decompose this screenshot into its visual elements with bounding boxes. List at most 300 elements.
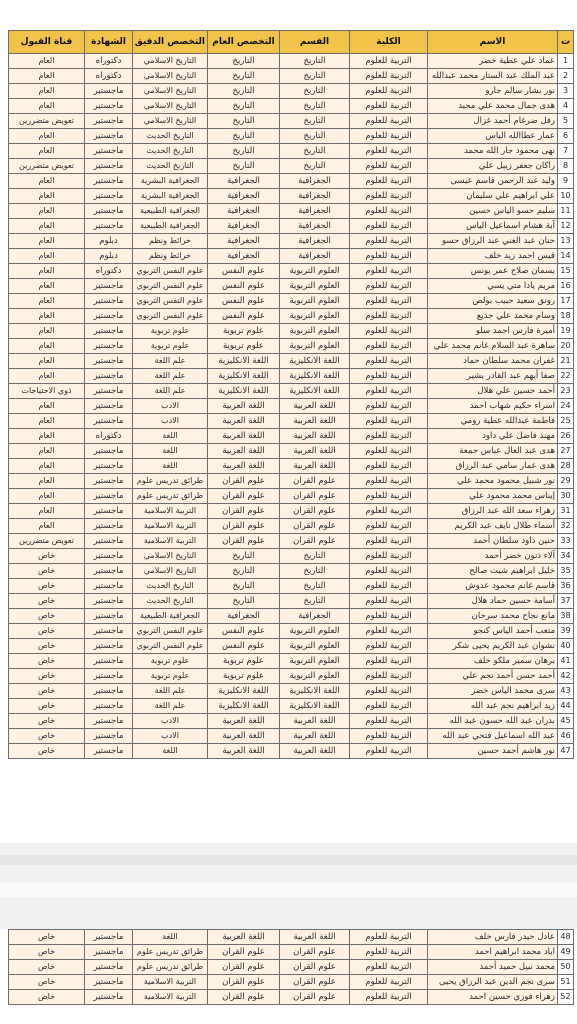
admissions-table <box>8 30 574 759</box>
cell-number: 47 <box>558 744 574 759</box>
cell-college: التربية للعلوم <box>350 459 428 474</box>
cell-college: التربية للعلوم <box>350 990 428 1005</box>
cell-general-specialization: اللغة العربية <box>208 414 280 429</box>
cell-number: 11 <box>558 204 574 219</box>
cell-name: زيد ابراهيم نجم عبد الله <box>428 699 558 714</box>
cell-name: قيس احمد زيد خلف <box>428 249 558 264</box>
cell-general-specialization: علوم النفس <box>208 294 280 309</box>
cell-degree: ماجستير <box>85 519 133 534</box>
cell-department: اللغة الانكليزية <box>280 699 350 714</box>
cell-department: اللغة العربية <box>280 714 350 729</box>
cell-admission-channel: العام <box>9 279 85 294</box>
cell-precise-specialization: الادب <box>133 414 208 429</box>
cell-college: التربية للعلوم <box>350 204 428 219</box>
cell-admission-channel: خاص <box>9 549 85 564</box>
cell-department: اللغة الانكليزية <box>280 684 350 699</box>
cell-name: متعب أحمد الياس كنجو <box>428 624 558 639</box>
cell-college: التربية للعلوم <box>350 975 428 990</box>
cell-degree: ماجستير <box>85 414 133 429</box>
cell-general-specialization: اللغة العربية <box>208 399 280 414</box>
cell-general-specialization: الجغرافية <box>208 249 280 264</box>
cell-general-specialization: الجغرافية <box>208 219 280 234</box>
cell-college: التربية للعلوم <box>350 579 428 594</box>
cell-name: برهان سمير ملكو خلف <box>428 654 558 669</box>
cell-college: التربية للعلوم <box>350 960 428 975</box>
cell-name: أميرة فارس احمد سلو <box>428 324 558 339</box>
cell-degree: ماجستير <box>85 99 133 114</box>
cell-general-specialization: التاريخ <box>208 114 280 129</box>
cell-number: 33 <box>558 534 574 549</box>
cell-college: التربية للعلوم <box>350 339 428 354</box>
table-row <box>9 54 574 69</box>
table-row <box>9 69 574 84</box>
cell-degree: ماجستير <box>85 930 133 945</box>
cell-precise-specialization: علوم النفس التربوي <box>133 294 208 309</box>
cell-college: التربية للعلوم <box>350 564 428 579</box>
cell-general-specialization: الجغرافية <box>208 234 280 249</box>
cell-name: عبد الله اسماعيل فتحي عبد الله <box>428 729 558 744</box>
cell-general-specialization: علوم النفس <box>208 309 280 324</box>
cell-precise-specialization: التاريخ الحديث <box>133 594 208 609</box>
table-row <box>9 354 574 369</box>
cell-admission-channel: العام <box>9 54 85 69</box>
table-row <box>9 309 574 324</box>
cell-college: التربية للعلوم <box>350 159 428 174</box>
table-row <box>9 474 574 489</box>
cell-degree: دكتوراه <box>85 69 133 84</box>
cell-admission-channel: خاص <box>9 744 85 759</box>
cell-admission-channel: العام <box>9 444 85 459</box>
cell-degree: ماجستير <box>85 489 133 504</box>
cell-number: 39 <box>558 624 574 639</box>
table-row <box>9 369 574 384</box>
cell-number: 46 <box>558 729 574 744</box>
table-row <box>9 84 574 99</box>
cell-college: التربية للعلوم <box>350 930 428 945</box>
cell-precise-specialization: الادب <box>133 714 208 729</box>
cell-admission-channel: تعويض متضررين <box>9 534 85 549</box>
cell-name: وليد عبد الرحمن قاسم عيسى <box>428 174 558 189</box>
cell-name: زهراء فوزي حسين احمد <box>428 990 558 1005</box>
admissions-table-continued <box>8 929 574 1005</box>
table-row <box>9 534 574 549</box>
cell-admission-channel: العام <box>9 369 85 384</box>
cell-admission-channel: خاص <box>9 594 85 609</box>
cell-name: سرى نجم الدين عبد الرزاق يحيى <box>428 975 558 990</box>
cell-name: أحمد حسين علي هلال <box>428 384 558 399</box>
page-separator <box>0 843 577 929</box>
cell-general-specialization: الجغرافية <box>208 609 280 624</box>
cell-precise-specialization: اللغة <box>133 930 208 945</box>
cell-precise-specialization: التربية الاسلامية <box>133 504 208 519</box>
cell-number: 40 <box>558 639 574 654</box>
cell-degree: ماجستير <box>85 444 133 459</box>
cell-admission-channel: العام <box>9 429 85 444</box>
cell-general-specialization: الجغرافية <box>208 174 280 189</box>
cell-college: التربية للعلوم <box>350 219 428 234</box>
cell-general-specialization: علوم القران <box>208 504 280 519</box>
cell-degree: ماجستير <box>85 129 133 144</box>
cell-general-specialization: التاريخ <box>208 54 280 69</box>
cell-number: 51 <box>558 975 574 990</box>
table-row <box>9 129 574 144</box>
table-row <box>9 549 574 564</box>
table-row <box>9 684 574 699</box>
cell-general-specialization: علوم النفس <box>208 639 280 654</box>
cell-department: التاريخ <box>280 69 350 84</box>
cell-general-specialization: اللغة الانكليزية <box>208 684 280 699</box>
cell-name: عبد الملك عبد الستار محمد عبدالله <box>428 69 558 84</box>
cell-college: التربية للعلوم <box>350 384 428 399</box>
cell-number: 52 <box>558 990 574 1005</box>
cell-number: 36 <box>558 579 574 594</box>
cell-admission-channel: خاص <box>9 945 85 960</box>
cell-admission-channel: خاص <box>9 564 85 579</box>
cell-precise-specialization: اللغة <box>133 444 208 459</box>
cell-degree: دكتوراه <box>85 429 133 444</box>
cell-admission-channel: العام <box>9 174 85 189</box>
cell-general-specialization: التاريخ <box>208 84 280 99</box>
table-row <box>9 504 574 519</box>
table-row <box>9 564 574 579</box>
cell-department: علوم القران <box>280 474 350 489</box>
cell-degree: ماجستير <box>85 669 133 684</box>
cell-admission-channel: خاص <box>9 609 85 624</box>
cell-precise-specialization: علم اللغة <box>133 684 208 699</box>
cell-number: 38 <box>558 609 574 624</box>
cell-admission-channel: العام <box>9 504 85 519</box>
cell-name: نهى محمود جار الله محمد <box>428 144 558 159</box>
cell-number: 42 <box>558 669 574 684</box>
cell-name: حنان عبد الغني عبد الرزاق حسو <box>428 234 558 249</box>
cell-admission-channel: خاص <box>9 669 85 684</box>
cell-department: علوم القران <box>280 960 350 975</box>
cell-degree: ماجستير <box>85 960 133 975</box>
cell-number: 14 <box>558 249 574 264</box>
cell-department: علوم القران <box>280 519 350 534</box>
cell-general-specialization: علوم تربوية <box>208 669 280 684</box>
cell-name: عماد علي عطية خضر <box>428 54 558 69</box>
cell-general-specialization: اللغة العربية <box>208 714 280 729</box>
cell-general-specialization: علوم القران <box>208 474 280 489</box>
cell-admission-channel: العام <box>9 219 85 234</box>
table-row <box>9 444 574 459</box>
cell-college: التربية للعلوم <box>350 234 428 249</box>
cell-general-specialization: اللغة الانكليزية <box>208 369 280 384</box>
cell-number: 27 <box>558 444 574 459</box>
cell-college: التربية للعلوم <box>350 414 428 429</box>
cell-college: التربية للعلوم <box>350 429 428 444</box>
cell-number: 32 <box>558 519 574 534</box>
cell-department: علوم القران <box>280 504 350 519</box>
cell-general-specialization: التاريخ <box>208 579 280 594</box>
cell-degree: ماجستير <box>85 654 133 669</box>
cell-degree: دبلوم <box>85 234 133 249</box>
table-row <box>9 945 574 960</box>
cell-name: حنين داود سلطان أحمد <box>428 534 558 549</box>
cell-degree: ماجستير <box>85 189 133 204</box>
cell-department: الجغرافية <box>280 234 350 249</box>
cell-department: العلوم التربوية <box>280 264 350 279</box>
cell-number: 19 <box>558 324 574 339</box>
cell-name: نور شبيل محمود محمد علي <box>428 474 558 489</box>
cell-college: التربية للعلوم <box>350 489 428 504</box>
cell-department: اللغة العربية <box>280 399 350 414</box>
cell-general-specialization: التاريخ <box>208 144 280 159</box>
cell-number: 41 <box>558 654 574 669</box>
table-row <box>9 960 574 975</box>
cell-number: 17 <box>558 294 574 309</box>
cell-degree: ماجستير <box>85 699 133 714</box>
table-row <box>9 279 574 294</box>
cell-name: هدى عمار سامي عبد الرزاق <box>428 459 558 474</box>
cell-college: التربية للعلوم <box>350 609 428 624</box>
cell-precise-specialization: التاريخ الاسلامي <box>133 69 208 84</box>
table-row <box>9 399 574 414</box>
cell-department: علوم القران <box>280 489 350 504</box>
cell-department: اللغة العربية <box>280 930 350 945</box>
cell-general-specialization: علوم القران <box>208 990 280 1005</box>
cell-admission-channel: العام <box>9 459 85 474</box>
cell-number: 45 <box>558 714 574 729</box>
cell-college: التربية للعلوم <box>350 354 428 369</box>
table-row <box>9 144 574 159</box>
cell-number: 6 <box>558 129 574 144</box>
cell-general-specialization: التاريخ <box>208 99 280 114</box>
cell-name: ساهرة عبد السلام غانم محمد علي <box>428 339 558 354</box>
cell-precise-specialization: التاريخ الاسلامي <box>133 99 208 114</box>
cell-admission-channel: خاص <box>9 624 85 639</box>
cell-name: رونق سعيد حبيب بولص <box>428 294 558 309</box>
cell-degree: ماجستير <box>85 114 133 129</box>
cell-department: التاريخ <box>280 159 350 174</box>
cell-general-specialization: علوم القران <box>208 960 280 975</box>
cell-name: اياد محمد ابراهيم احمد <box>428 945 558 960</box>
cell-department: الجغرافية <box>280 609 350 624</box>
header-name: الاسم <box>428 31 558 54</box>
cell-college: التربية للعلوم <box>350 594 428 609</box>
table-row <box>9 729 574 744</box>
cell-admission-channel: خاص <box>9 990 85 1005</box>
cell-name: محمد نبيل حميد أحمد <box>428 960 558 975</box>
cell-name: صفا أيهم عبد القادر بشير <box>428 369 558 384</box>
cell-number: 48 <box>558 930 574 945</box>
cell-college: التربية للعلوم <box>350 309 428 324</box>
student-list-page-2 <box>8 929 573 1005</box>
cell-department: الجغرافية <box>280 249 350 264</box>
header-precise-specialization: التخصص الدقيق <box>133 31 208 54</box>
cell-department: العلوم التربوية <box>280 639 350 654</box>
cell-name: بدران عبد الله حسون عبد الله <box>428 714 558 729</box>
cell-degree: ماجستير <box>85 684 133 699</box>
cell-number: 24 <box>558 399 574 414</box>
cell-precise-specialization: التاريخ الاسلامي <box>133 54 208 69</box>
cell-college: التربية للعلوم <box>350 945 428 960</box>
table-row <box>9 579 574 594</box>
cell-precise-specialization: التربية الاسلامية <box>133 534 208 549</box>
cell-department: التاريخ <box>280 54 350 69</box>
cell-name: آلاء ذنون خضر أحمد <box>428 549 558 564</box>
cell-department: التاريخ <box>280 144 350 159</box>
cell-department: الجغرافية <box>280 204 350 219</box>
cell-department: العلوم التربوية <box>280 324 350 339</box>
cell-degree: ماجستير <box>85 564 133 579</box>
cell-college: التربية للعلوم <box>350 444 428 459</box>
cell-department: العلوم التربوية <box>280 294 350 309</box>
cell-admission-channel: العام <box>9 324 85 339</box>
table-row <box>9 249 574 264</box>
table-row <box>9 294 574 309</box>
cell-department: اللغة الانكليزية <box>280 369 350 384</box>
cell-general-specialization: التاريخ <box>208 564 280 579</box>
header-admission-channel: قناة القبول <box>9 31 85 54</box>
cell-number: 29 <box>558 474 574 489</box>
cell-precise-specialization: طرائق تدريس علوم <box>133 960 208 975</box>
cell-number: 4 <box>558 99 574 114</box>
cell-college: التربية للعلوم <box>350 249 428 264</box>
table-row <box>9 414 574 429</box>
cell-precise-specialization: التربية الاسلامية <box>133 990 208 1005</box>
cell-name: مريم يادا متي يسي <box>428 279 558 294</box>
header-college: الكلية <box>350 31 428 54</box>
cell-precise-specialization: التربية الاسلامية <box>133 975 208 990</box>
cell-college: التربية للعلوم <box>350 399 428 414</box>
cell-degree: ماجستير <box>85 339 133 354</box>
cell-degree: ماجستير <box>85 324 133 339</box>
cell-admission-channel: العام <box>9 99 85 114</box>
table-row <box>9 99 574 114</box>
cell-degree: ماجستير <box>85 384 133 399</box>
cell-college: التربية للعلوم <box>350 99 428 114</box>
cell-admission-channel: العام <box>9 129 85 144</box>
cell-precise-specialization: علوم النفس التربوي <box>133 639 208 654</box>
cell-number: 22 <box>558 369 574 384</box>
cell-general-specialization: علوم النفس <box>208 264 280 279</box>
cell-name: عمار عطاالله الياس <box>428 129 558 144</box>
table-body <box>9 930 574 1005</box>
cell-admission-channel: العام <box>9 234 85 249</box>
cell-department: الجغرافية <box>280 219 350 234</box>
cell-department: اللغة العربية <box>280 414 350 429</box>
cell-degree: ماجستير <box>85 354 133 369</box>
cell-precise-specialization: الجغرافية الطبيعية <box>133 609 208 624</box>
cell-precise-specialization: علوم النفس التربوي <box>133 279 208 294</box>
cell-college: التربية للعلوم <box>350 624 428 639</box>
table-row <box>9 594 574 609</box>
cell-number: 50 <box>558 960 574 975</box>
table-header-row <box>9 31 574 54</box>
cell-department: الجغرافية <box>280 189 350 204</box>
table-row <box>9 639 574 654</box>
cell-department: التاريخ <box>280 114 350 129</box>
cell-college: التربية للعلوم <box>350 189 428 204</box>
cell-precise-specialization: علوم تربوية <box>133 324 208 339</box>
cell-name: اسراء حكيم شهاب احمد <box>428 399 558 414</box>
cell-general-specialization: التاريخ <box>208 69 280 84</box>
cell-degree: ماجستير <box>85 990 133 1005</box>
cell-admission-channel: خاص <box>9 930 85 945</box>
cell-general-specialization: التاريخ <box>208 159 280 174</box>
cell-degree: ماجستير <box>85 579 133 594</box>
cell-department: اللغة العربية <box>280 729 350 744</box>
cell-number: 15 <box>558 264 574 279</box>
cell-name: آية هشام اسماعيل الياس <box>428 219 558 234</box>
cell-college: التربية للعلوم <box>350 699 428 714</box>
cell-precise-specialization: الادب <box>133 729 208 744</box>
table-row <box>9 114 574 129</box>
cell-number: 18 <box>558 309 574 324</box>
cell-admission-channel: تعويض متضررين <box>9 159 85 174</box>
cell-degree: ماجستير <box>85 729 133 744</box>
cell-precise-specialization: التاريخ الاسلامي <box>133 549 208 564</box>
cell-precise-specialization: التاريخ الحديث <box>133 129 208 144</box>
cell-degree: ماجستير <box>85 549 133 564</box>
cell-degree: ماجستير <box>85 174 133 189</box>
cell-college: التربية للعلوم <box>350 549 428 564</box>
cell-name: زهراء سعد الله عبد الرزاق <box>428 504 558 519</box>
cell-precise-specialization: علوم تربوية <box>133 669 208 684</box>
cell-college: التربية للعلوم <box>350 504 428 519</box>
table-row <box>9 975 574 990</box>
cell-precise-specialization: الجغرافية البشرية <box>133 174 208 189</box>
cell-name: مهند فاضل علي داود <box>428 429 558 444</box>
cell-department: العلوم التربوية <box>280 669 350 684</box>
cell-department: التاريخ <box>280 549 350 564</box>
cell-precise-specialization: علم اللغة <box>133 354 208 369</box>
cell-general-specialization: اللغة العربية <box>208 729 280 744</box>
cell-general-specialization: علوم القران <box>208 945 280 960</box>
cell-precise-specialization: التاريخ الاسلامي <box>133 114 208 129</box>
cell-precise-specialization: التاريخ الاسلامي <box>133 84 208 99</box>
table-row <box>9 189 574 204</box>
cell-admission-channel: خاص <box>9 699 85 714</box>
cell-college: التربية للعلوم <box>350 54 428 69</box>
cell-department: التاريخ <box>280 99 350 114</box>
cell-admission-channel: خاص <box>9 714 85 729</box>
cell-number: 43 <box>558 684 574 699</box>
cell-college: التربية للعلوم <box>350 279 428 294</box>
cell-admission-channel: العام <box>9 474 85 489</box>
cell-general-specialization: اللغة الانكليزية <box>208 384 280 399</box>
cell-general-specialization: علوم تربوية <box>208 654 280 669</box>
cell-name: نشوان عبد الكريم يحيى شكر <box>428 639 558 654</box>
cell-admission-channel: خاص <box>9 639 85 654</box>
cell-precise-specialization: علم اللغة <box>133 369 208 384</box>
cell-college: التربية للعلوم <box>350 684 428 699</box>
cell-name: رفل ضرغام أحمد غزال <box>428 114 558 129</box>
cell-admission-channel: العام <box>9 354 85 369</box>
cell-admission-channel: العام <box>9 519 85 534</box>
table-row <box>9 174 574 189</box>
cell-college: التربية للعلوم <box>350 129 428 144</box>
cell-college: التربية للعلوم <box>350 174 428 189</box>
cell-degree: ماجستير <box>85 594 133 609</box>
cell-precise-specialization: الجغرافية الطبيعية <box>133 204 208 219</box>
cell-precise-specialization: الجغرافية الطبيعية <box>133 219 208 234</box>
table-row <box>9 624 574 639</box>
cell-admission-channel: العام <box>9 399 85 414</box>
cell-precise-specialization: اللغة <box>133 429 208 444</box>
cell-number: 5 <box>558 114 574 129</box>
cell-general-specialization: علوم تربوية <box>208 339 280 354</box>
cell-department: اللغة الانكليزية <box>280 354 350 369</box>
cell-number: 49 <box>558 945 574 960</box>
table-row <box>9 609 574 624</box>
cell-department: اللغة الانكليزية <box>280 384 350 399</box>
cell-general-specialization: علوم النفس <box>208 279 280 294</box>
cell-name: غفران محمد سلطان حماد <box>428 354 558 369</box>
table-row <box>9 990 574 1005</box>
